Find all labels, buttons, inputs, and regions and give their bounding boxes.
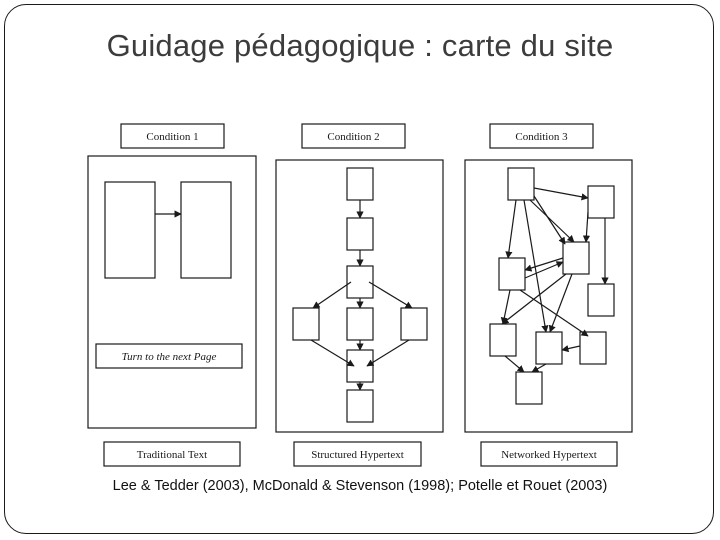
page-node: [347, 218, 373, 250]
link-arrow: [505, 356, 524, 372]
page-node: [588, 284, 614, 316]
page-node: [508, 168, 534, 200]
link-arrow: [313, 282, 351, 308]
page-node: [347, 168, 373, 200]
condition-1-header: Condition 1: [146, 131, 199, 143]
link-arrow: [520, 290, 588, 336]
page-node: [401, 308, 427, 340]
link-arrow: [530, 200, 574, 242]
page-node: [563, 242, 589, 274]
link-arrow: [508, 200, 516, 258]
page-node: [588, 186, 614, 218]
link-arrow: [532, 364, 546, 372]
condition-3-panel: [465, 160, 632, 432]
page-node: [347, 308, 373, 340]
link-arrow: [586, 212, 588, 242]
link-arrow: [534, 196, 565, 244]
condition-3-label: Networked Hypertext: [501, 449, 597, 461]
link-arrow: [369, 282, 412, 308]
link-arrow: [524, 200, 546, 332]
link-arrow: [534, 188, 588, 198]
page-node: [499, 258, 525, 290]
condition-1-label: Traditional Text: [136, 449, 208, 461]
condition-2-label: Structured Hypertext: [311, 449, 404, 461]
condition-1-group: [88, 124, 256, 466]
condition-3-group: [465, 124, 632, 466]
page-node: [536, 332, 562, 364]
condition-2-header: Condition 2: [327, 131, 380, 143]
citation: Lee & Tedder (2003), McDonald & Stevenson (1998); Potelle et Rouet (2003): [112, 478, 608, 494]
slide-title: Guidage pédagogique : carte du site: [106, 28, 614, 63]
page-node: [293, 308, 319, 340]
next-page-button-label: Turn to the next Page: [121, 351, 217, 363]
condition-2-group: [276, 124, 443, 466]
page-node: [490, 324, 516, 356]
condition-3-header: Condition 3: [515, 131, 568, 143]
page-node: [347, 350, 373, 382]
page-node: [580, 332, 606, 364]
page-node: [347, 390, 373, 422]
page-node: [516, 372, 542, 404]
link-arrow: [562, 346, 580, 350]
